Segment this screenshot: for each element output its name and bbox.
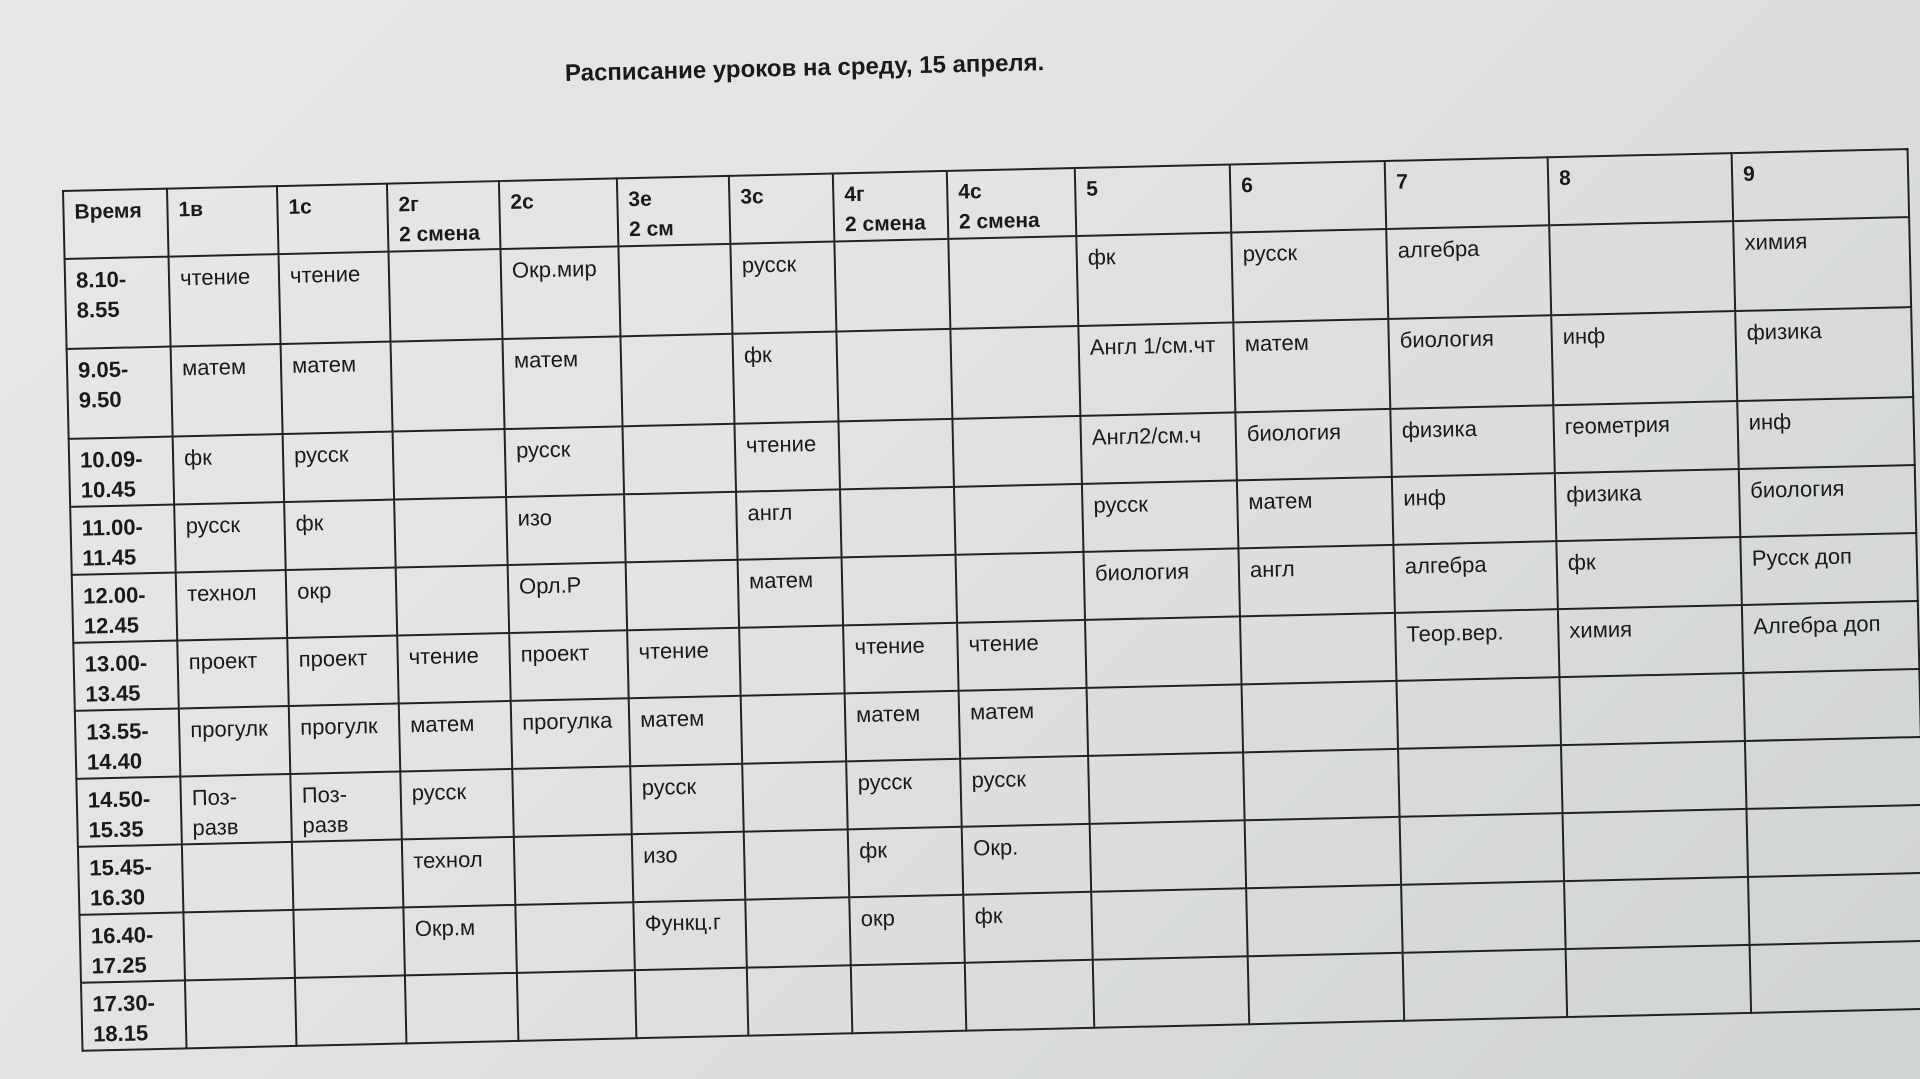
header-label: 3е [628, 187, 652, 212]
lesson-cell: русск [283, 432, 395, 502]
lesson-cell: физика [1555, 469, 1740, 541]
lesson-cell: чтение [957, 620, 1087, 691]
lesson-cell: русск [400, 769, 514, 840]
lesson-cell [1566, 945, 1751, 1017]
lesson-cell [965, 960, 1095, 1031]
time-cell: 9.05- 9.50 [67, 347, 173, 439]
lesson-cell [185, 978, 297, 1048]
lesson-cell [741, 693, 847, 763]
lesson-cell: проект [287, 636, 399, 706]
lesson-cell [834, 239, 950, 332]
lesson-cell: биология [1388, 315, 1553, 409]
lesson-cell [1746, 805, 1920, 877]
lesson-cell: матем [281, 342, 393, 434]
lesson-cell: физика [1735, 307, 1913, 401]
lesson-cell: чтение [169, 254, 281, 346]
lesson-cell: прогулк [289, 703, 401, 773]
lesson-cell [396, 565, 510, 636]
lesson-cell [1248, 953, 1405, 1024]
lesson-cell [1093, 956, 1250, 1027]
lesson-cell [1246, 885, 1403, 956]
time-cell: 13.00- 13.45 [73, 641, 179, 711]
lesson-cell [1398, 745, 1563, 817]
lesson-cell [517, 970, 637, 1041]
time-cell: 15.45- 16.30 [78, 844, 184, 914]
lesson-cell [391, 339, 505, 432]
header-class [1385, 157, 1550, 229]
time-cell: 16.40- 17.25 [79, 912, 185, 982]
lesson-cell: Функц.г [633, 900, 747, 971]
lesson-cell [842, 555, 958, 626]
lesson-cell [388, 249, 502, 342]
lesson-cell [954, 484, 1084, 555]
lesson-cell: фк [732, 331, 838, 423]
lesson-cell: русск [505, 426, 625, 497]
header-class [1548, 153, 1733, 225]
lesson-cell: биология [1083, 548, 1240, 619]
lesson-cell [1088, 752, 1245, 823]
lesson-cell [1561, 741, 1746, 813]
page-title: Расписание уроков на среду, 15 апреля. [564, 49, 1045, 87]
lesson-cell: фк [1556, 537, 1741, 609]
lesson-cell [742, 761, 848, 831]
lesson-cell: русск [730, 241, 836, 333]
lesson-cell: инф [1551, 311, 1737, 405]
lesson-cell: фк [284, 500, 396, 570]
lesson-cell [744, 829, 850, 899]
lesson-cell [851, 963, 967, 1034]
lesson-cell [952, 416, 1082, 487]
lesson-cell: Окр. [962, 824, 1092, 895]
lesson-cell [405, 973, 519, 1044]
header-class [387, 181, 501, 252]
lesson-cell [393, 429, 507, 500]
header-label: 2г [398, 192, 420, 217]
header-label: 6 [1240, 173, 1254, 198]
lesson-cell: чтение [843, 623, 959, 694]
lesson-cell [295, 975, 407, 1045]
lesson-cell: матем [171, 344, 283, 436]
lesson-cell: прогулк [179, 706, 291, 776]
schedule-body [65, 217, 1920, 1051]
lesson-cell [1745, 737, 1920, 809]
header-time [63, 189, 169, 259]
header-label: 3с [740, 185, 764, 209]
lesson-cell [623, 424, 737, 495]
lesson-cell: матем [629, 696, 743, 767]
lesson-cell [1085, 616, 1242, 687]
lesson-cell: матем [1237, 477, 1394, 548]
lesson-cell: Поз-разв [290, 771, 402, 841]
header-label: 1в [178, 197, 204, 222]
lesson-cell: изо [506, 494, 626, 565]
lesson-cell [1245, 817, 1402, 888]
time-cell: 10.09- 10.45 [69, 437, 175, 507]
header-sublabel: 2 смена [844, 211, 927, 237]
lesson-cell [394, 497, 508, 568]
header-label: 4г [844, 182, 866, 207]
lesson-cell: проект [509, 630, 629, 701]
header-sublabel: 2 смена [958, 208, 1040, 234]
schedule-table [62, 148, 1920, 1052]
lesson-cell: Англ2/см.ч [1080, 412, 1237, 483]
lesson-cell: русск [960, 756, 1090, 827]
lesson-cell: чтение [279, 252, 391, 344]
lesson-cell [1748, 873, 1920, 945]
lesson-cell: Окр.м [403, 905, 517, 976]
lesson-cell [292, 839, 404, 909]
time-cell: 8.10- 8.55 [65, 257, 171, 349]
lesson-cell [1401, 881, 1566, 953]
lesson-cell: химия [1558, 605, 1743, 677]
lesson-cell [1750, 941, 1920, 1013]
header-sublabel: 2 смена [398, 221, 481, 247]
lesson-cell: матем [959, 688, 1089, 759]
time-cell: 13.55- 14.40 [75, 708, 181, 778]
lesson-cell [1240, 613, 1397, 684]
lesson-cell: фк [1076, 232, 1233, 325]
header-label: 5 [1085, 177, 1099, 201]
lesson-cell [836, 329, 952, 422]
lesson-cell: окр [286, 568, 398, 638]
lesson-cell: матем [502, 336, 622, 429]
lesson-cell: Англ 1/см.чт [1078, 322, 1235, 415]
header-label: 7 [1395, 170, 1409, 194]
lesson-cell: англ [1238, 545, 1395, 616]
lesson-cell [1403, 949, 1568, 1021]
header-label: 9 [1742, 162, 1756, 186]
header-class [729, 174, 835, 244]
lesson-cell: матем [738, 557, 844, 627]
lesson-cell [624, 492, 738, 563]
lesson-cell [948, 236, 1078, 329]
lesson-cell [635, 968, 749, 1039]
lesson-cell: алгебра [1393, 541, 1558, 613]
lesson-cell [1091, 888, 1248, 959]
lesson-cell [838, 419, 954, 490]
header-label: 1с [288, 195, 313, 219]
lesson-cell [1564, 877, 1749, 949]
lesson-cell [950, 326, 1080, 419]
lesson-cell [1242, 681, 1399, 752]
lesson-cell: Орл.Р [508, 562, 628, 633]
lesson-cell [1743, 669, 1920, 741]
header-class [499, 178, 619, 249]
lesson-cell: Поз-разв [180, 774, 292, 844]
lesson-cell: матем [399, 701, 513, 772]
lesson-cell [745, 897, 851, 967]
lesson-cell: фк [848, 827, 964, 898]
lesson-cell [1396, 677, 1561, 749]
header-class [1075, 165, 1232, 236]
lesson-cell: матем [845, 691, 961, 762]
lesson-cell: инф [1737, 397, 1914, 469]
lesson-cell: биология [1739, 465, 1916, 537]
lesson-cell [1559, 673, 1744, 745]
lesson-cell: инф [1392, 473, 1557, 545]
header-class [1732, 149, 1909, 221]
lesson-cell: технол [402, 837, 516, 908]
lesson-cell: прогулка [511, 698, 631, 769]
lesson-cell: чтение [734, 421, 840, 491]
header-class [1230, 161, 1387, 232]
lesson-cell: алгебра [1386, 225, 1551, 319]
lesson-cell: физика [1390, 405, 1555, 477]
lesson-cell [182, 842, 294, 912]
lesson-cell: англ [736, 489, 842, 559]
header-class [167, 186, 279, 256]
lesson-cell [514, 834, 634, 905]
header-label: 8 [1558, 166, 1572, 191]
lesson-cell [840, 487, 956, 558]
lesson-cell [515, 902, 635, 973]
lesson-cell [739, 625, 845, 695]
lesson-cell: русск [1231, 229, 1388, 322]
time-cell: 14.50- 15.35 [76, 776, 182, 846]
header-class [617, 176, 731, 247]
lesson-cell [1400, 813, 1565, 885]
lesson-cell: русск [630, 764, 744, 835]
lesson-cell: окр [849, 895, 965, 966]
time-cell: 17.30- 18.15 [81, 980, 187, 1050]
lesson-cell [1087, 684, 1244, 755]
time-cell: 12.00- 12.45 [72, 573, 178, 643]
lesson-cell: русск [1082, 480, 1239, 551]
lesson-cell: фк [173, 434, 285, 504]
lesson-cell [1563, 809, 1748, 881]
lesson-cell: Теор.вер. [1395, 609, 1560, 681]
lesson-cell [512, 766, 632, 837]
lesson-cell: русск [174, 502, 286, 572]
lesson-cell [1090, 820, 1247, 891]
lesson-cell: геометрия [1553, 401, 1738, 473]
lesson-cell: химия [1733, 217, 1911, 311]
lesson-cell: русск [846, 759, 962, 830]
schedule-table-wrap [62, 148, 1920, 1052]
lesson-cell: Окр.мир [500, 246, 620, 339]
lesson-cell: чтение [627, 628, 741, 699]
lesson-cell: чтение [397, 633, 511, 704]
lesson-cell: матем [1233, 319, 1390, 412]
lesson-cell: изо [632, 832, 746, 903]
header-label: Время [74, 199, 142, 224]
header-class [833, 171, 949, 242]
header-label: 4с [958, 180, 982, 204]
lesson-cell: фк [963, 892, 1093, 963]
lesson-cell [1243, 749, 1400, 820]
lesson-cell: технол [176, 570, 288, 640]
header-class [277, 184, 389, 254]
lesson-cell [956, 552, 1086, 623]
lesson-cell [626, 560, 740, 631]
lesson-cell [1549, 221, 1735, 315]
lesson-cell [293, 907, 405, 977]
header-class [947, 168, 1077, 239]
lesson-cell [747, 965, 853, 1035]
time-cell: 11.00- 11.45 [70, 505, 176, 575]
lesson-cell: Русск доп [1740, 533, 1917, 605]
header-label: 2с [510, 190, 535, 214]
lesson-cell [620, 334, 734, 427]
header-sublabel: 2 см [628, 217, 675, 242]
lesson-cell [618, 244, 732, 337]
lesson-cell: проект [177, 638, 289, 708]
lesson-cell: Алгебра доп [1742, 601, 1919, 673]
lesson-cell [183, 910, 295, 980]
lesson-cell: биология [1235, 409, 1392, 480]
